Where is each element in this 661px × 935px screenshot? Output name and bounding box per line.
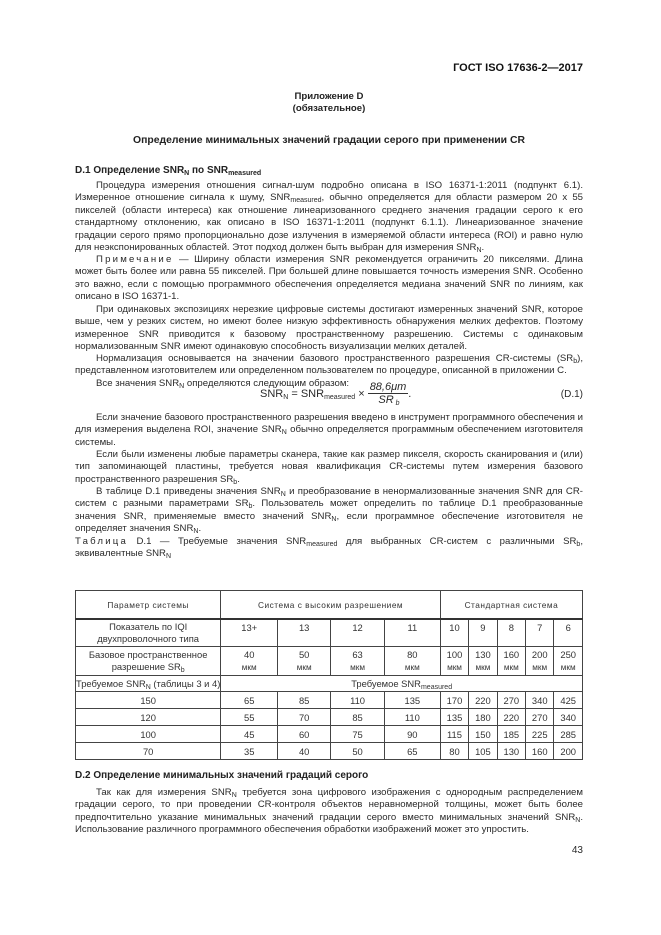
- subscript: N: [281, 429, 287, 437]
- text-run: и преобразование в ненормализованные значения SNR для CR-систем с разными параметрами SR: [75, 486, 583, 510]
- snr-measured-cell: 80: [440, 743, 468, 760]
- text-run: , обычно определяется для области размером 20 x 55 пикселей (области интереса) как отношение линеаризованного среднего значения градации серого к его стандартному отклонению, как описано в ISO 16371-1:2011 (подпункт 6.1.1). Линеаризованное значение градации серого прямо пропорционально дозе излучения в измеряемой области интереса (ROI) и равно нулю для неэкспонированных областей. Этот подход должен быть выбран для измерения SNR: [75, 192, 583, 254]
- text-run: .: [481, 242, 485, 254]
- paragraph-procedure: [75, 180, 583, 254]
- text-run: по SNR: [189, 165, 229, 176]
- snr-measured-cell: 200: [554, 743, 583, 760]
- srb-value: 130 мкм: [469, 647, 497, 676]
- srb-value: 160 мкм: [497, 647, 525, 676]
- snr-measured-cell: 65: [221, 692, 278, 709]
- snr-measured-cell: 270: [497, 692, 525, 709]
- text-run: .: [237, 473, 240, 485]
- snr-n-cell: 100: [76, 726, 221, 743]
- section-d1-heading: [75, 165, 261, 176]
- subscript: N: [165, 553, 172, 561]
- text-run: требуется зона цифрового изображения с однородным распределением градации серого, то при проведении CR-контроля объектов неравномерной толщины, может быть более предпочтительно указание минимальных значений градации серого вместо минимальных значений SNR: [75, 787, 583, 823]
- snr-measured-cell: 270: [526, 709, 554, 726]
- paragraph-exposure: [75, 304, 583, 354]
- section-d2-heading: D.2 Определение минимальных значений градаций серого: [75, 770, 369, 781]
- srb-label: Базовое пространственное разрешение $SR_b$: [76, 647, 221, 676]
- snr-measured-cell: 40: [278, 743, 331, 760]
- paragraph-d2: [75, 787, 583, 837]
- snr-n-cell: 120: [76, 709, 221, 726]
- snr-measured-cell: 35: [221, 743, 278, 760]
- text-run: обычно определяется программным обеспечением изготовителя системы.: [75, 424, 583, 448]
- table-row: [76, 726, 583, 743]
- table-caption: [75, 536, 583, 561]
- snr-measured-cell: 340: [526, 692, 554, 709]
- iqi-value: 13+: [221, 619, 278, 647]
- srb-value: 250 мкм: [554, 647, 583, 676]
- snr-n-cell: 70: [76, 743, 221, 760]
- subscript: N: [476, 247, 482, 255]
- text-run: Так как для измерения SNR: [96, 787, 232, 798]
- iqi-value: 13: [278, 619, 331, 647]
- snr-measured-cell: 50: [331, 743, 385, 760]
- iqi-value: 7: [526, 619, 554, 647]
- snr-measured-cell: 170: [440, 692, 468, 709]
- document-code: ГОСТ ISO 17636-2—2017: [453, 62, 583, 74]
- text-run: При одинаковых экспозициях нерезкие цифровые системы достигают измеренных значений SNR, которое выше, чем у резких систем, но имеют более низкую эффективность обнаружения мелких дефектов. Поэтому измеренное SNR приводится к базовому пространственному разрешению. Системы с одинаковым нормализованным SNR имеют одинаковую способность визуализации мелких деталей.: [75, 304, 583, 353]
- srb-value: 50 мкм: [278, 647, 331, 676]
- snr-n-cell: 150: [76, 692, 221, 709]
- snr-measured-cell: 225: [526, 726, 554, 743]
- iqi-value: 6: [554, 619, 583, 647]
- text-run: Таблица: [75, 536, 129, 547]
- snr-measured-cell: 65: [384, 743, 440, 760]
- text-run: D.1 — Требуемые значения SNR: [128, 536, 307, 547]
- iqi-value: 8: [497, 619, 525, 647]
- subscript: N: [179, 383, 185, 390]
- table-row: [76, 709, 583, 726]
- snr-measured-cell: 130: [497, 743, 525, 760]
- appendix-heading: Определение минимальных значений градации серого при применении CR: [133, 135, 525, 146]
- srb-value: 200 мкм: [526, 647, 554, 676]
- text-run: Если значение базового пространственного разрешения введено в инструмент программного обеспечения и для измерения выделена ROI, значение SNR: [75, 412, 583, 436]
- iqi-value: 9: [469, 619, 497, 647]
- formula-denominator: SR $_b$: [378, 394, 400, 407]
- text-run: ), представленном изготовителем или определенном пользователем по процедуре, описанной в приложении С.: [75, 353, 583, 377]
- snr-measured-cell: 70: [278, 709, 331, 726]
- iqi-label: Показатель по IQI двухпроволочного типа: [76, 619, 221, 647]
- subscript: measured: [306, 541, 338, 548]
- text-run: D.1 Определение SNR: [75, 165, 185, 176]
- formula-lhs: $SNR_N = SNR_{measured}$ ×: [260, 387, 365, 401]
- paragraph-software: [75, 412, 583, 449]
- snr-measured-cell: 110: [384, 709, 440, 726]
- formula-numerator: 88,6μm: [369, 381, 407, 393]
- snr-measured-cell: 180: [469, 709, 497, 726]
- snr-measured-cell: 85: [278, 692, 331, 709]
- subscript: N: [184, 170, 190, 177]
- subscript: N: [575, 816, 581, 824]
- snr-measured-cell: 60: [278, 726, 331, 743]
- text-run: . Использование различного программного обеспечения обработки изображений может это упростить.: [75, 811, 583, 836]
- snr-measured-cell: 135: [384, 692, 440, 709]
- required-label-row: [76, 676, 583, 692]
- snr-measured-cell: 110: [331, 692, 385, 709]
- header-high-res: Система с высоким разрешением: [221, 591, 440, 620]
- iqi-row: [76, 619, 583, 647]
- iqi-value: 12: [331, 619, 385, 647]
- appendix-title: Приложение D: [294, 91, 364, 102]
- snr-measured-cell: 105: [469, 743, 497, 760]
- text-run: . Пользователь может определить по таблице D.1 преобразованные значения SNR, применяемые вместо значений SNR: [75, 498, 583, 522]
- subscript: measured: [228, 170, 262, 177]
- srb-value: 40 мкм: [221, 647, 278, 676]
- snr-measured-cell: 135: [440, 709, 468, 726]
- srb-value: 100 мкм: [440, 647, 468, 676]
- snr-measured-cell: 285: [554, 726, 583, 743]
- required-snr-measured-label: Требуемое $SNR_{measured}$: [221, 676, 583, 692]
- formula-fraction: [368, 381, 412, 407]
- snr-measured-cell: 160: [526, 743, 554, 760]
- subscript: N: [193, 528, 199, 536]
- formula-dot: .: [408, 387, 412, 400]
- table-row: [76, 692, 583, 709]
- text-run: Примечание: [96, 254, 174, 265]
- formula-number: (D.1): [560, 389, 583, 400]
- subscript: b: [248, 503, 253, 511]
- text-run: Все значения SNR: [96, 378, 180, 389]
- iqi-value: 10: [440, 619, 468, 647]
- subscript: N: [280, 491, 286, 498]
- page-number: 43: [571, 845, 583, 856]
- snr-measured-cell: 425: [554, 692, 583, 709]
- paragraph-normalization: [75, 353, 583, 378]
- snr-measured-cell: 150: [469, 726, 497, 743]
- snr-measured-cell: 85: [331, 709, 385, 726]
- text-run: , если программное обеспечение изготовителя не определяет значения SNR: [75, 510, 583, 535]
- subscript: b: [576, 541, 581, 548]
- snr-measured-cell: 115: [440, 726, 468, 743]
- snr-measured-cell: 75: [331, 726, 385, 743]
- snr-measured-cell: 340: [554, 709, 583, 726]
- snr-measured-cell: 55: [221, 709, 278, 726]
- paragraph-table-ref: [75, 486, 583, 536]
- text-run: .: [198, 523, 202, 535]
- required-snr-n-label: Требуемое $SNR_N$ (таблицы 3 и 4): [76, 676, 221, 692]
- table-header-row: [76, 591, 583, 620]
- snr-measured-cell: 45: [221, 726, 278, 743]
- paragraph-scanner: [75, 449, 583, 486]
- text-run: — Ширину области измерения SNR рекомендуется ограничить 20 пикселями. Длина может быть более или равна 55 пикселей. При большей длине повышается точность измерения SNR. Особенно это важно, если с помощью программного обеспечения определяется медиана значений SNR по линиям, как описано в ISO 16371-1.: [75, 254, 583, 303]
- snr-measured-cell: 90: [384, 726, 440, 743]
- text-run: В таблице D.1 приведены значения SNR: [96, 486, 281, 497]
- text-run: определяются следующим образом:: [184, 378, 350, 389]
- subscript: N: [231, 792, 237, 799]
- text-run: Если были изменены любые параметры сканера, такие как размер пикселя, скорость сканирования и (или) тип запоминающей пластины, требуется новая квалификация CR-системы путем измерения базового пространственного разрешения SR: [75, 449, 583, 485]
- srb-row: [76, 647, 583, 676]
- table-d1: [75, 590, 583, 760]
- srb-value: 80 мкм: [384, 647, 440, 676]
- subscript: b: [233, 478, 238, 486]
- snr-measured-cell: 185: [497, 726, 525, 743]
- subscript: measured: [290, 197, 322, 205]
- snr-measured-cell: 220: [469, 692, 497, 709]
- header-standard: Стандартная система: [440, 591, 582, 620]
- formula-d1: [260, 381, 411, 406]
- text-run: Процедура измерения отношения сигнал-шум подробно описана в ISO 16371-1:2011 (подпункт 6.1). Измеренное отношение сигнала к шуму, SNR: [75, 180, 583, 204]
- text-run: для выбранных CR-систем с различными SR: [337, 536, 577, 547]
- header-param: Параметр системы: [76, 591, 221, 620]
- iqi-value: 11: [384, 619, 440, 647]
- note: [75, 254, 583, 304]
- subscript: N: [331, 515, 337, 523]
- table-row: [76, 743, 583, 760]
- snr-measured-cell: 220: [497, 709, 525, 726]
- subscript: b: [573, 358, 578, 365]
- appendix-status: (обязательное): [292, 103, 366, 114]
- srb-value: 63 мкм: [331, 647, 385, 676]
- text-run: , эквивалентные SNR: [75, 536, 583, 560]
- text-run: Нормализация основывается на значении базового пространственного разрешения CR-системы (SR: [96, 353, 574, 364]
